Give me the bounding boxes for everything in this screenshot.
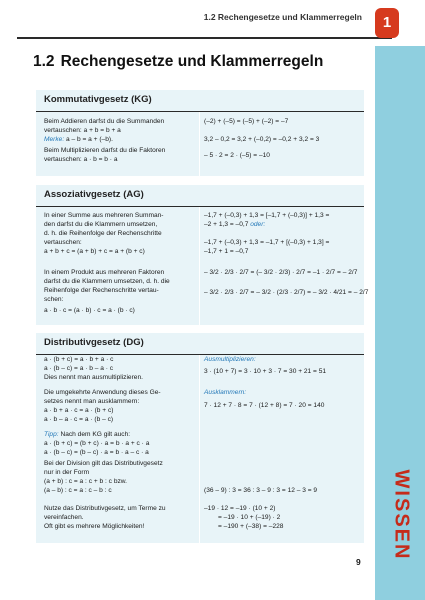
side-label: WISSEN [390,469,413,561]
dg-r-head2: Ausklammern: [204,389,247,396]
page-number: 9 [356,557,361,567]
dg-l8 [44,431,130,440]
section-title: Rechengesetze und Klammerregeln [60,53,324,70]
dg-l4: Die umgekehrte Anwendung dieses Ge- [44,389,161,396]
section-number: 1.2 [33,53,55,70]
dg-l9: a · (b + c) = (b + c) · a = b · a + c · a [44,440,150,447]
ag-ex-2-text: –2 + 1,3 = –0,7 [204,221,249,228]
dg-r-ex6: = –190 + (–38) = –228 [218,523,284,530]
dg-l2: a · (b – c) = a · b – a · c [44,365,114,372]
dg-tipp-label: Tipp: [44,431,59,438]
dg-r-ex2: 7 · 12 + 7 · 8 = 7 · (12 + 8) = 7 · 20 = 140 [204,402,325,409]
ag-prod-2: darfst du die Klammern umsetzen, d. h. die [44,278,170,285]
ag-box [36,185,369,325]
ag-title: Assoziativgesetz (AG) [44,189,144,200]
kg-add-2: vertauschen: a + b = b + a [44,127,121,134]
dg-l15: Nutze das Distributivgesetz, um Terme zu [44,505,166,512]
ag-sum-2: den darfst du die Klammern umsetzen, [44,221,158,228]
dg-l3: Dies nennt man ausmultiplizieren. [44,374,143,381]
dg-l12: nur in der Form [44,469,90,476]
dg-l6: a · b + a · c = a · (b + c) [44,407,114,414]
kg-merke-label: Merke: [44,136,65,143]
dg-r-ex1: 3 · (10 + 7) = 3 · 10 + 3 · 7 = 30 + 21 = 51 [204,368,327,375]
dg-l10: a · (b – c) = (b – c) · a = b · a – c · a [44,449,149,456]
ag-prod-4: schen: [44,296,64,303]
ag-divider [199,207,200,325]
ag-prod-3: Reihenfolge der Rechenschritte vertau- [44,287,159,294]
kg-mult-2: vertauschen: a · b = b · a [44,156,118,163]
kg-ex-1: (–2) + (–5) = (–5) + (–2) = –7 [204,118,289,125]
ag-prod-5: a · b · c = (a · b) · c = a · (b · c) [44,307,135,314]
dg-l13: (a + b) : c = a : c + b : c bzw. [44,478,128,485]
kg-title: Kommutativgesetz (KG) [44,94,152,105]
ag-sum-5: a + b + c = (a + b) + c = a + (b + c) [44,248,145,255]
side-label-container [386,460,416,570]
ag-ex-4: –1,7 + 1 = –0,7 [204,248,249,255]
kg-ex-2: 3,2 – 0,2 = 3,2 + (–0,2) = –0,2 + 3,2 = 3 [204,136,320,143]
dg-tipp-text: Nach dem KG gilt auch: [60,431,131,438]
dg-l11: Bei der Division gilt das Distributivgesetz [44,460,163,467]
header-rule [17,37,392,39]
ag-ex-3: –1,7 + (–0,3) + 1,3 = –1,7 + [(–0,3) + 1,3] = [204,239,330,246]
kg-box [36,90,364,176]
dg-title: Distributivgesetz (DG) [44,337,144,348]
dg-l5: setzes nennt man ausklammern: [44,398,140,405]
kg-merke [44,136,113,145]
kg-divider [199,112,200,176]
dg-r-ex4: –19 · 12 = –19 · (10 + 2) [204,505,276,512]
kg-add-1: Beim Addieren darfst du die Summanden [44,118,165,125]
running-header: 1.2 Rechengesetze und Klammerregeln [203,12,362,22]
ag-ex-2 [204,221,265,230]
kg-merke-text: a – b = a + (–b). [66,136,113,143]
kg-ex-3: – 5 · 2 = 2 · (–5) = –10 [204,152,270,159]
ag-ex-1: –1,7 + (–0,3) + 1,3 = [–1,7 + (–0,3)] + 1,3 = [204,212,330,219]
kg-mult-1: Beim Multiplizieren darfst du die Faktoren [44,147,166,154]
ag-ex-6: – 3/2 · 2/3 · 2/7 = – 3/2 · (2/3 · 2/7) = – 3/2 · 4/21 = – 2/7 [204,289,369,296]
ag-sum-1: In einer Summe aus mehreren Summan- [44,212,164,219]
ag-ex-2-oder: oder: [250,221,266,228]
dg-r-head1: Ausmultiplizieren: [204,356,256,363]
dg-l17: Oft gibt es mehrere Möglichkeiten! [44,523,145,530]
dg-box [36,333,364,543]
dg-l1: a · (b + c) = a · b + a · c [44,356,114,363]
dg-r-ex3: (36 – 9) : 3 = 36 : 3 – 9 : 3 = 12 – 3 = 9 [204,487,318,494]
ag-sum-3: d. h. die Reihenfolge der Rechenschritte [44,230,162,237]
dg-l7: a · b – a · c = a · (b – c) [44,416,114,423]
kg-rule [36,111,364,112]
dg-rule [36,354,364,355]
ag-ex-5: – 3/2 · 2/3 · 2/7 = (– 3/2 · 2/3) · 2/7 = –1 · 2/7 = – 2/7 [204,269,358,276]
ag-rule [36,206,364,207]
chapter-badge: 1 [375,8,399,38]
dg-divider [199,355,200,543]
ag-prod-1: In einem Produkt aus mehreren Faktoren [44,269,165,276]
page-title [33,53,323,71]
dg-l14: (a – b) : c = a : c – b : c [44,487,112,494]
ag-sum-4: vertauschen: [44,239,82,246]
dg-r-ex5: = –19 · 10 + (–19) · 2 [218,514,281,521]
dg-l16: vereinfachen. [44,514,84,521]
